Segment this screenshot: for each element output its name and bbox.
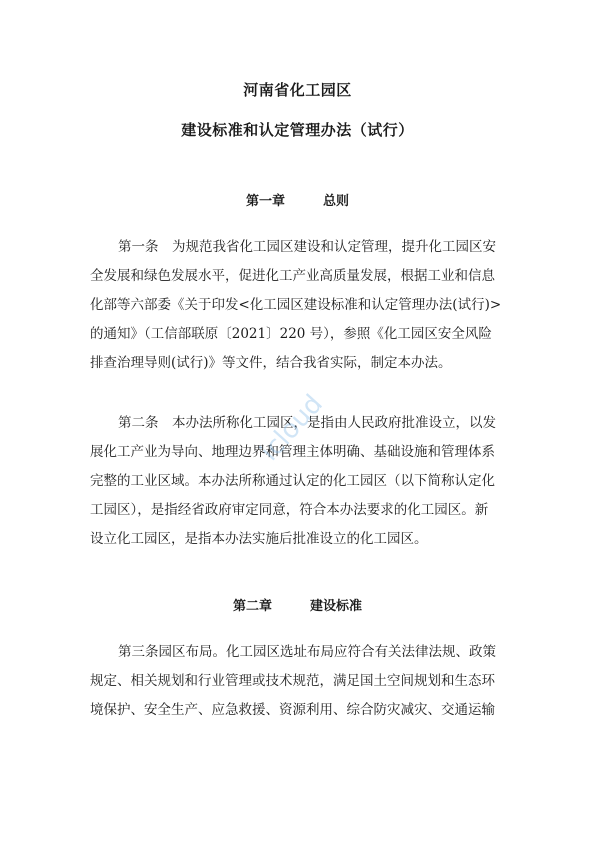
chapter-1-number: 第一章	[245, 194, 285, 209]
article-1-line: 的通知》（工信部联原〔2021〕220 号），参照《化工园区安全风险	[90, 326, 492, 342]
document-title-line-2: 建设标准和认定管理办法（试行）	[181, 121, 414, 139]
article-1-line: 排查治理导则(试行)》等文件，结合我省实际，制定本办法。	[90, 355, 452, 371]
watermark: icloud	[254, 389, 329, 467]
chapter-2-number: 第二章	[232, 599, 272, 614]
chapter-2-name: 建设标准	[310, 599, 363, 614]
article-2-line: 展化工产业为导向、地理边界和管理主体明确、基础设施和管理体系	[90, 444, 495, 460]
chapter-2-heading	[0, 595, 595, 614]
article-1-line: 第一条 为规范我省化工园区建设和认定管理，提升化工园区安	[118, 239, 496, 255]
chapter-1-heading	[0, 190, 595, 209]
article-3-line: 第三条园区布局。化工园区选址布局应符合有关法律法规、政策	[118, 644, 496, 660]
article-1-line: 全发展和绿色发展水平，促进化工产业高质量发展，根据工业和信息	[90, 268, 495, 284]
article-1-line: 化部等六部委《关于印发<化工园区建设标准和认定管理办法(试行)>	[90, 297, 502, 313]
document-title-line-1: 河南省化工园区	[243, 81, 352, 99]
article-3-line: 规定、相关规划和行业管理或技术规范，满足国土空间规划和生态环	[90, 673, 495, 689]
article-2-line: 第二条 本办法所称化工园区，是指由人民政府批准设立，以发	[118, 415, 496, 431]
article-2-line: 设立化工园区，是指本办法实施后批准设立的化工园区。	[90, 531, 428, 547]
article-2-line: 完整的工业区域。本办法所称通过认定的化工园区（以下简称认定化	[90, 473, 495, 489]
chapter-1-name: 总则	[323, 194, 350, 209]
article-3-line: 境保护、安全生产、应急救援、资源利用、综合防灾减灾、交通运输	[90, 702, 495, 718]
article-2-line: 工园区），是指经省政府审定同意，符合本办法要求的化工园区。新	[90, 502, 489, 518]
